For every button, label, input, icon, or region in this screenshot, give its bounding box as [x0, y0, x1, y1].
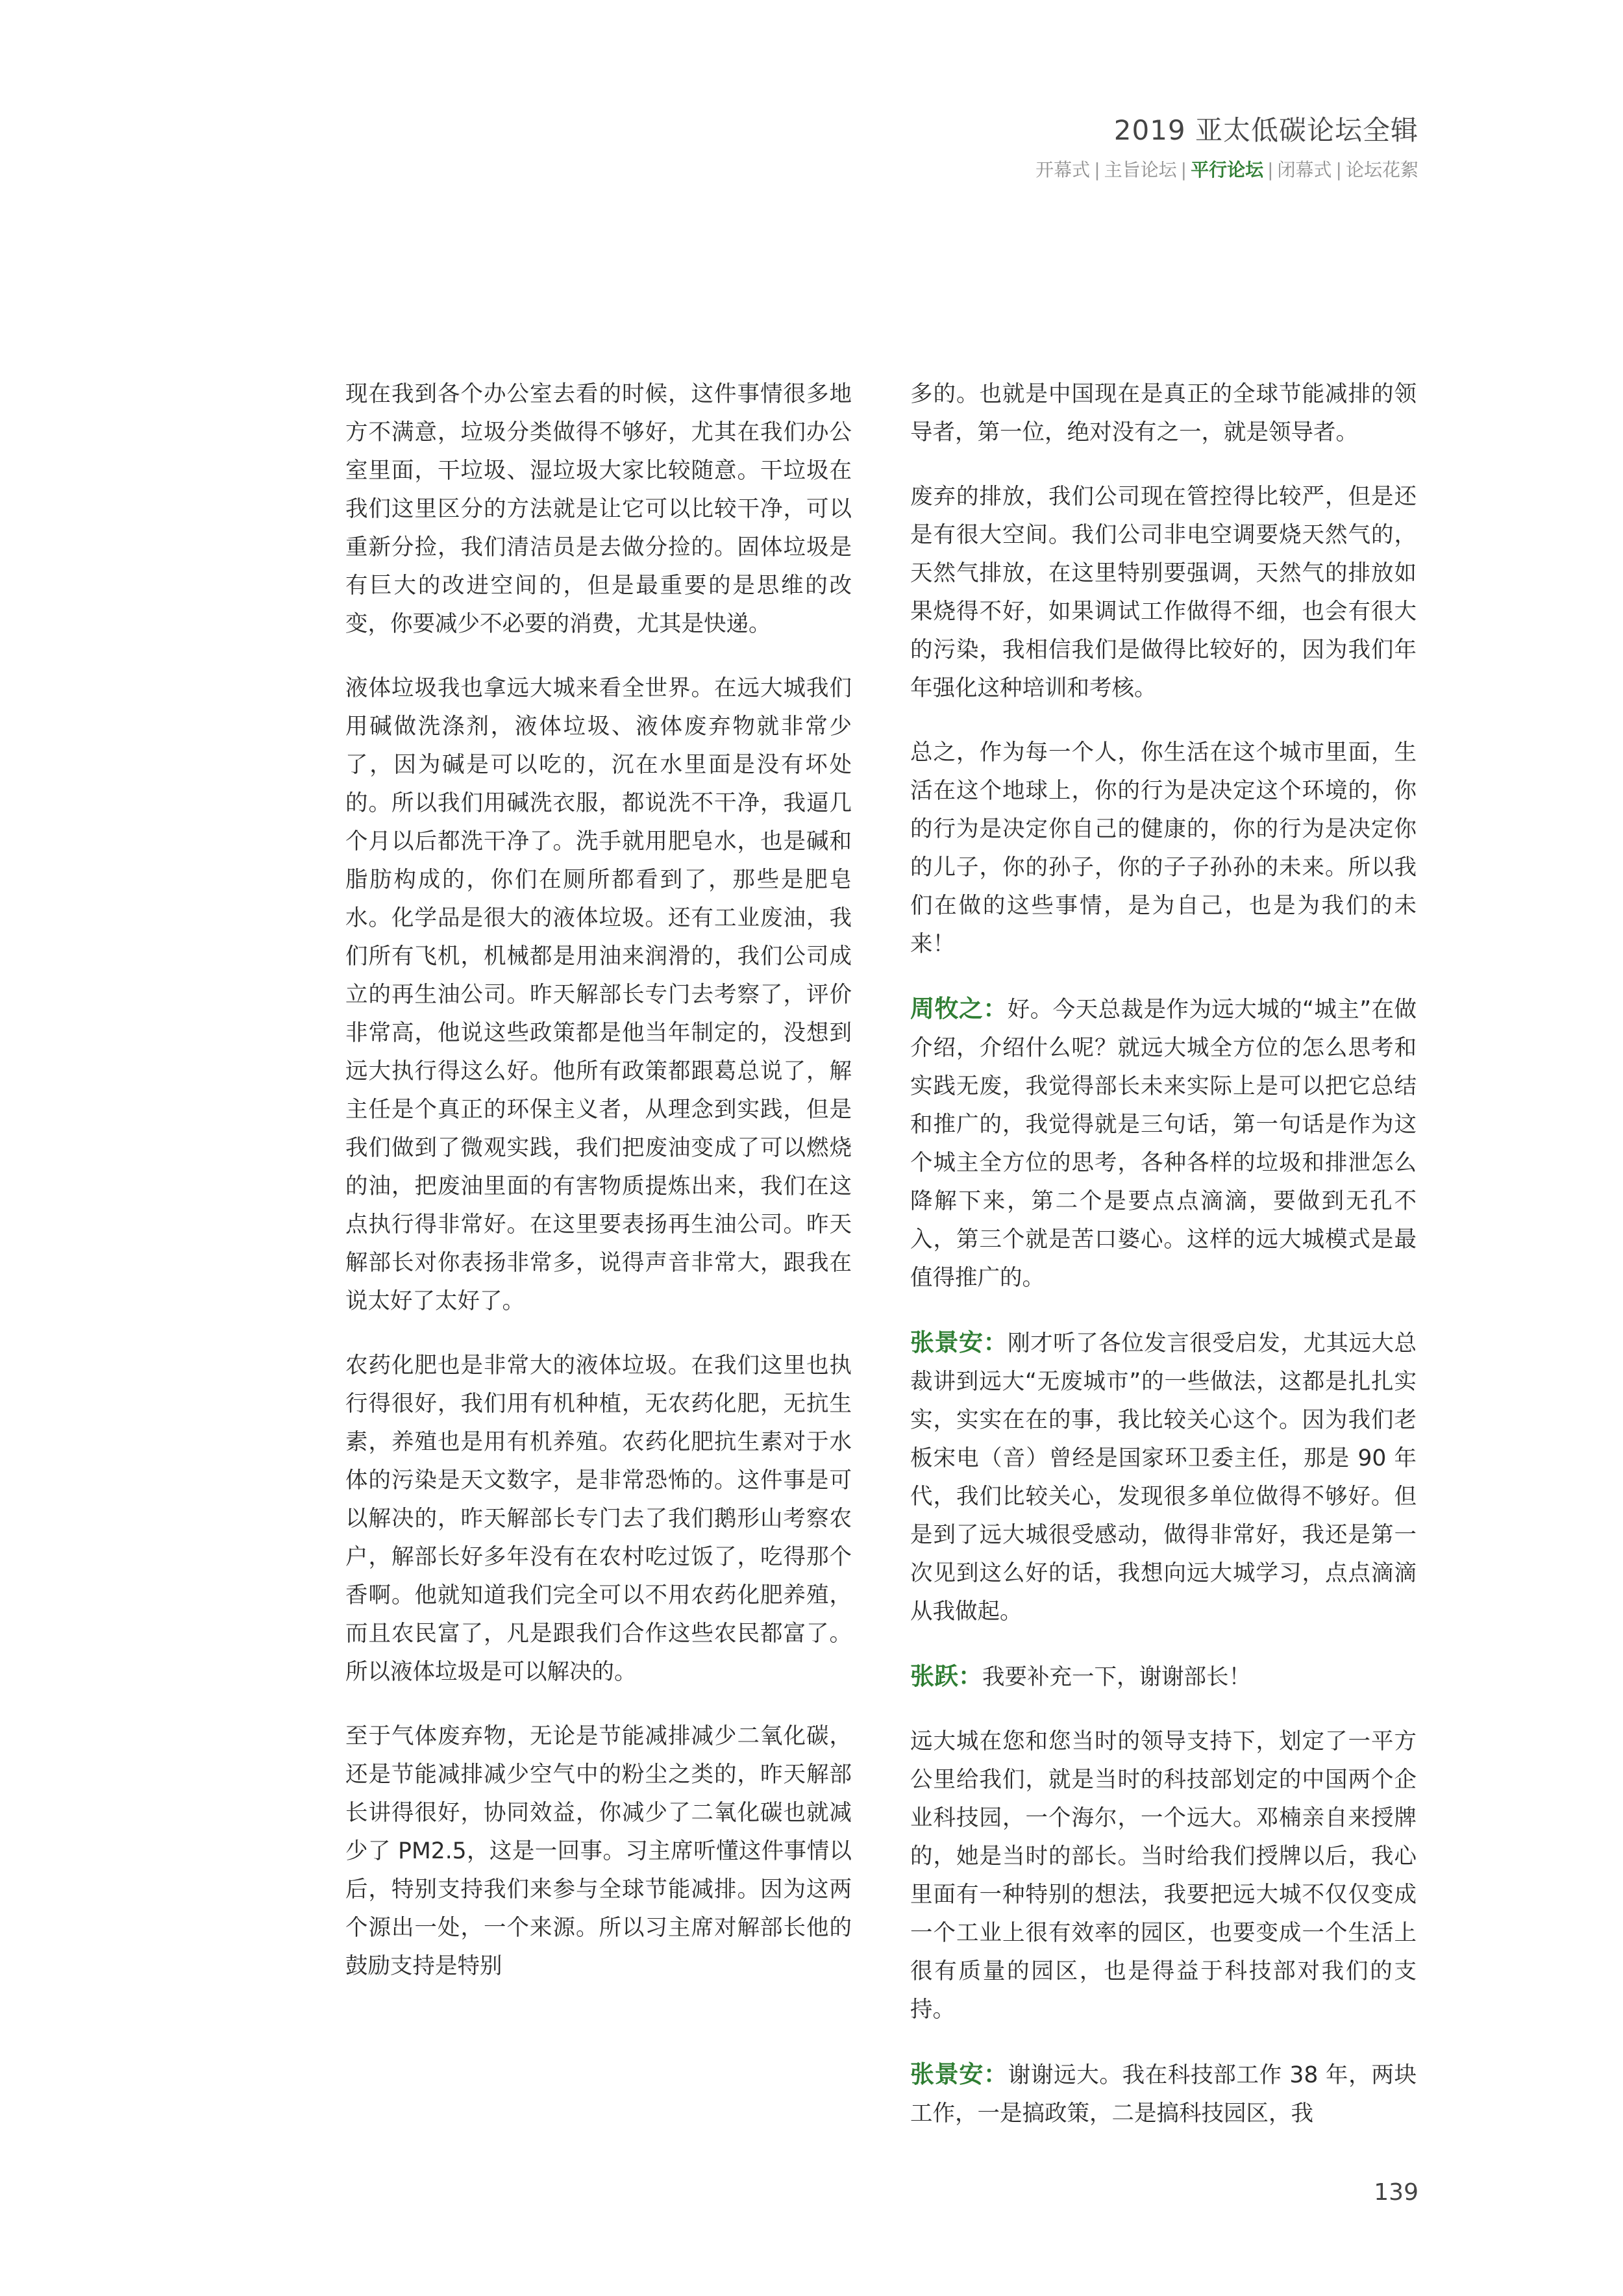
nav-separator: | — [1180, 159, 1187, 181]
speaker-text: 刚才听了各位发言很受启发，尤其远大总裁讲到远大“无废城市”的一些做法，这都是扎扎实实，实实在在的事，我比较关心这个。因为我们老板宋电（音）曾经是国家环卫委主任，那是 90 年代，我们比较关心，发现很多单位做得不够好。但是到了远大城很受感动，做得非常好，我还是第一次见到这么好的话，我想向远大城学习，点点滴滴从我做起。 — [910, 1330, 1417, 1625]
body-paragraph — [910, 734, 1417, 964]
speaker-text: 我要补充一下，谢谢部长！ — [982, 1664, 1251, 1690]
speaker-label: 张跃： — [910, 1662, 982, 1690]
speaker-paragraph — [910, 2055, 1417, 2133]
nav-separator: | — [1335, 159, 1342, 181]
left-column — [345, 375, 852, 2012]
section-nav — [1035, 156, 1419, 182]
right-column — [910, 375, 1417, 2159]
nav-separator: | — [1094, 159, 1100, 181]
paragraph-text: 远大城在您和您当时的领导支持下，划定了一平方公里给我们，就是当时的科技部划定的中国两个企业科技园，一个海尔，一个远大。邓楠亲自来授牌的，她是当时的部长。当时给我们授牌以后，我心里面有一种特别的想法，我要把远大城不仅仅变成一个工业上很有效率的园区，也要变成一个生活上很有质量的园区，也是得益于科技部对我们的支持。 — [910, 1728, 1417, 2023]
speaker-paragraph — [910, 1657, 1417, 1697]
body-paragraph — [910, 478, 1417, 708]
page-number: 139 — [1374, 2179, 1419, 2206]
speaker-label: 张景安： — [910, 2060, 1008, 2088]
body-paragraph: 液体垃圾我也拿远大城来看全世界。在远大城我们用碱做洗涤剂，液体垃圾、液体废弃物就非常少了，因为碱是可以吃的，沉在水里面是没有坏处的。所以我们用碱洗衣服，都说洗不干净，我逼几个月以后都洗干净了。洗手就用肥皂水，也是碱和脂肪构成的，你们在厕所都看到了，那些是肥皂水。化学品是很大的液体垃圾。还有工业废油，我们所有飞机，机械都是用油来润滑的，我们公司成立的再生油公司。昨天解部长专门去考察了，评价非常高，他说这些政策都是他当年制定的，没想到远大执行得这么好。他所有政策都跟葛总说了，解主任是个真正的环保主义者，从理念到实践，但是我们做到了微观实践，我们把废油变成了可以燃烧的油，把废油里面的有害物质提炼出来，我们在这点执行得非常好。在这里要表扬再生油公司。昨天解部长对你表扬非常多，说得声音非常大，跟我在说太好了太好了。 — [345, 675, 852, 1314]
document-title: 2019 亚太低碳论坛全辑 — [1113, 114, 1419, 146]
nav-separator: | — [1267, 159, 1274, 181]
paragraph-text: 多的。也就是中国现在是真正的全球节能减排的领导者，第一位，绝对没有之一，就是领导者。 — [910, 381, 1417, 445]
body-paragraph: 农药化肥也是非常大的液体垃圾。在我们这里也执行得很好，我们用有机种植，无农药化肥，无抗生素，养殖也是用有机养殖。农药化肥抗生素对于水体的污染是天文数字，是非常恐怖的。这件事是可以解决的，昨天解部长专门去了我们鹅形山考察农户，解部长好多年没有在农村吃过饭了，吃得那个香啊。他就知道我们完全可以不用农药化肥养殖，而且农民富了，凡是跟我们合作这些农民都富了。所以液体垃圾是可以解决的。 — [345, 1353, 852, 1685]
body-paragraph: 至于气体废弃物，无论是节能减排减少二氧化碳，还是节能减排减少空气中的粉尘之类的，昨天解部长讲得很好，协同效益，你减少了二氧化碳也就减少了 PM2.5，这是一回事。习主席听懂这件事情以后，特别支持我们来参与全球节能减排。因为这两个源出一处，一个来源。所以习主席对解部长他的鼓励支持是特别 — [345, 1723, 852, 1979]
nav-item-parallel-active[interactable]: 平行论坛 — [1191, 159, 1264, 181]
speaker-label: 张景安： — [910, 1329, 1008, 1356]
nav-item-opening[interactable]: 开幕式 — [1035, 159, 1091, 181]
speaker-text: 谢谢远大。我在科技部工作 38 年，两块工作，一是搞政策，二是搞科技园区，我 — [910, 2062, 1417, 2127]
body-paragraph — [910, 375, 1417, 452]
speaker-label: 周牧之： — [910, 995, 1008, 1023]
speaker-text: 好。今天总裁是作为远大城的“城主”在做介绍，介绍什么呢？就远大城全方位的怎么思考和实践无废，我觉得部长未来实际上是可以把它总结和推广的，我觉得就是三句话，第一句话是作为这个城主全方位的思考，各种各样的垃圾和排泄怎么降解下来，第二个是要点点滴滴，要做到无孔不入，第三个就是苦口婆心。这样的远大城模式是最值得推广的。 — [910, 997, 1417, 1291]
nav-item-highlights[interactable]: 论坛花絮 — [1345, 159, 1419, 181]
body-paragraph — [910, 1723, 1417, 2029]
nav-item-keynote[interactable]: 主旨论坛 — [1104, 159, 1177, 181]
body-paragraph: 现在我到各个办公室去看的时候，这件事情很多地方不满意，垃圾分类做得不够好，尤其在我们办公室里面，干垃圾、湿垃圾大家比较随意。干垃圾在我们这里区分的方法就是让它可以比较干净，可以重新分捡，我们清洁员是去做分捡的。固体垃圾是有巨大的改进空间的，但是最重要的是思维的改变，你要减少不必要的消费，尤其是快递。 — [345, 381, 852, 637]
paragraph-text: 总之，作为每一个人，你生活在这个城市里面，生活在这个地球上，你的行为是决定这个环境的，你的行为是决定你自己的健康的，你的行为是决定你的儿子，你的孙子，你的子子孙孙的未来。所以我们在做的这些事情，是为自己，也是为我们的未来！ — [910, 740, 1417, 957]
nav-item-closing[interactable]: 闭幕式 — [1277, 159, 1332, 181]
paragraph-text: 废弃的排放，我们公司现在管控得比较严，但是还是有很大空间。我们公司非电空调要烧天然气的，天然气排放，在这里特别要强调，天然气的排放如果烧得不好，如果调试工作做得不细，也会有很大的污染，我相信我们是做得比较好的，因为我们年年强化这种培训和考核。 — [910, 484, 1417, 701]
speaker-paragraph — [910, 1323, 1417, 1631]
speaker-paragraph — [910, 990, 1417, 1297]
